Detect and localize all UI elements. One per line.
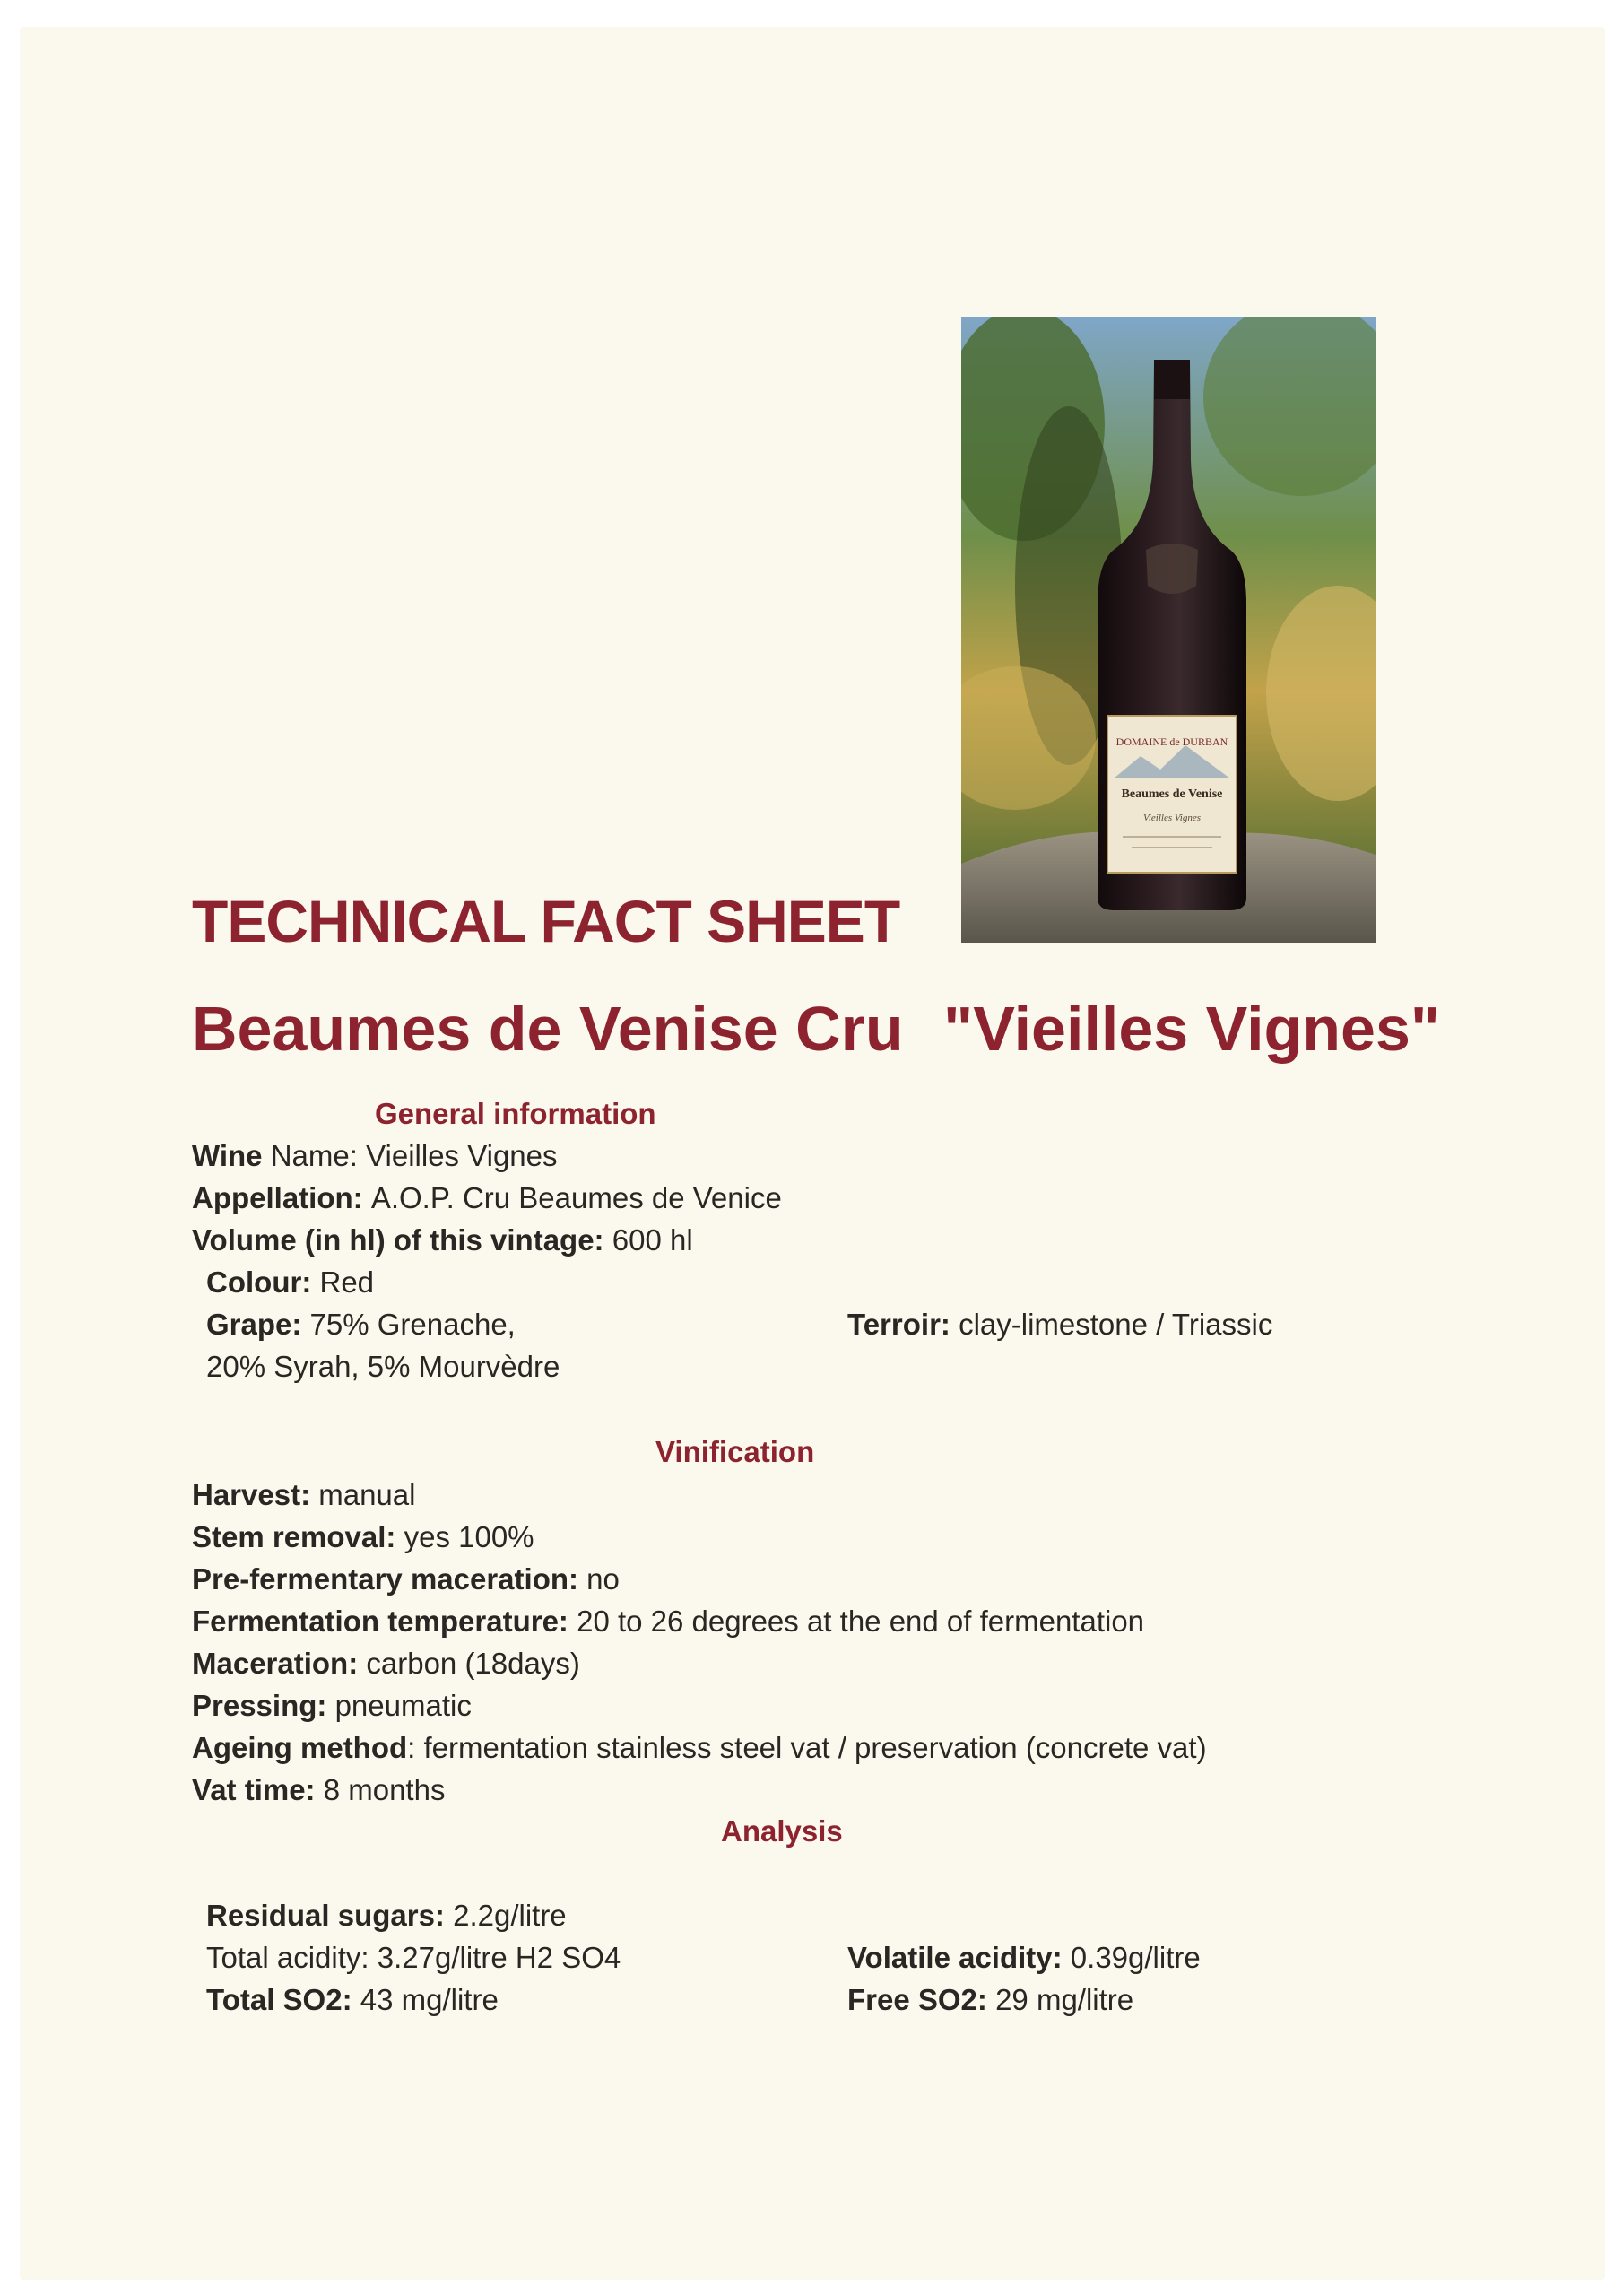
cuvee-title: "Vieilles Vignes"	[943, 994, 1441, 1064]
bottle-label-estate: DOMAINE de DURBAN	[1115, 735, 1228, 748]
wine-name-label-rest: Name:	[262, 1139, 367, 1172]
pressing-row	[192, 1691, 472, 1720]
colour-row	[206, 1267, 374, 1297]
maceration-label: Maceration:	[192, 1647, 367, 1680]
colour-label: Colour:	[206, 1265, 320, 1299]
residual-sugars-label: Residual sugars:	[206, 1899, 454, 1932]
total-so2-row	[206, 1985, 499, 2014]
vat-time-value: 8 months	[323, 1773, 446, 1806]
stem-removal-label: Stem removal:	[192, 1520, 404, 1553]
pressing-label: Pressing:	[192, 1689, 335, 1722]
grape-value-1: 75% Grenache,	[309, 1308, 516, 1341]
terroir-row	[847, 1309, 1272, 1339]
bottle-label-cuvee: Vieilles Vignes	[1142, 813, 1202, 823]
ageing-method-row	[192, 1733, 1207, 1762]
prefermentary-maceration-value: no	[586, 1562, 620, 1596]
harvest-value: manual	[318, 1478, 416, 1511]
harvest-label: Harvest:	[192, 1478, 319, 1511]
wine-name-row	[192, 1141, 558, 1170]
vinification-heading: Vinification	[655, 1435, 815, 1468]
total-acidity-row: Total acidity: 3.27g/litre H2 SO4	[206, 1941, 621, 1974]
wine-name-value: Vieilles Vignes	[366, 1139, 558, 1172]
harvest-row	[192, 1480, 415, 1509]
volatile-acidity-row	[847, 1943, 1201, 1972]
total-so2-value: 43 mg/litre	[360, 1983, 499, 2016]
volume-row	[192, 1225, 693, 1255]
pressing-value: pneumatic	[334, 1689, 472, 1722]
document-title: TECHNICAL FACT SHEET	[192, 888, 900, 954]
maceration-value: carbon (18days)	[366, 1647, 580, 1680]
grape-value-2: 20% Syrah, 5% Mourvèdre	[206, 1350, 560, 1383]
free-so2-value: 29 mg/litre	[995, 1983, 1134, 2016]
ageing-method-label: Ageing method	[192, 1731, 408, 1764]
volatile-acidity-label: Volatile acidity:	[847, 1941, 1071, 1974]
fermentation-temperature-row	[192, 1606, 1144, 1636]
bottle-label-name: Beaumes de Venise	[1121, 787, 1223, 801]
grape-row	[206, 1309, 516, 1339]
stem-removal-row	[192, 1522, 534, 1552]
ageing-method-value: : fermentation stainless steel vat / preservation (concrete vat)	[407, 1731, 1207, 1764]
wine-bottle-photo	[961, 317, 1376, 943]
prefermentary-maceration-row	[192, 1564, 620, 1594]
appellation-label: Appellation:	[192, 1181, 371, 1214]
residual-sugars-value: 2.2g/litre	[453, 1899, 567, 1932]
volatile-acidity-value: 0.39g/litre	[1070, 1941, 1201, 1974]
free-so2-row	[847, 1985, 1133, 2014]
volume-label: Volume (in hl) of this vintage:	[192, 1223, 612, 1257]
vat-time-label: Vat time:	[192, 1773, 324, 1806]
total-so2-label: Total SO2:	[206, 1983, 360, 2016]
colour-value: Red	[319, 1265, 375, 1299]
general-information-heading: General information	[375, 1097, 656, 1130]
vat-time-row	[192, 1775, 445, 1805]
fermentation-temperature-label: Fermentation temperature:	[192, 1605, 577, 1638]
appellation-row	[192, 1183, 782, 1213]
fermentation-temperature-value: 20 to 26 degrees at the end of fermentation	[577, 1605, 1145, 1638]
grape-row-continued	[206, 1352, 560, 1381]
terroir-label: Terroir:	[847, 1308, 959, 1341]
wine-title: Beaumes de Venise Cru	[192, 994, 904, 1064]
grape-label: Grape:	[206, 1308, 310, 1341]
wine-name-label: Wine	[192, 1139, 263, 1172]
stem-removal-value: yes 100%	[404, 1520, 534, 1553]
maceration-row	[192, 1648, 580, 1678]
residual-sugars-row	[206, 1900, 567, 1930]
analysis-heading: Analysis	[721, 1814, 843, 1848]
volume-value: 600 hl	[612, 1223, 693, 1257]
appellation-value: A.O.P. Cru Beaumes de Venice	[370, 1181, 782, 1214]
wine-bottle-photo-graphic	[961, 317, 1376, 943]
terroir-value: clay-limestone / Triassic	[959, 1308, 1273, 1341]
free-so2-label: Free SO2:	[847, 1983, 996, 2016]
prefermentary-maceration-label: Pre-fermentary maceration:	[192, 1562, 587, 1596]
